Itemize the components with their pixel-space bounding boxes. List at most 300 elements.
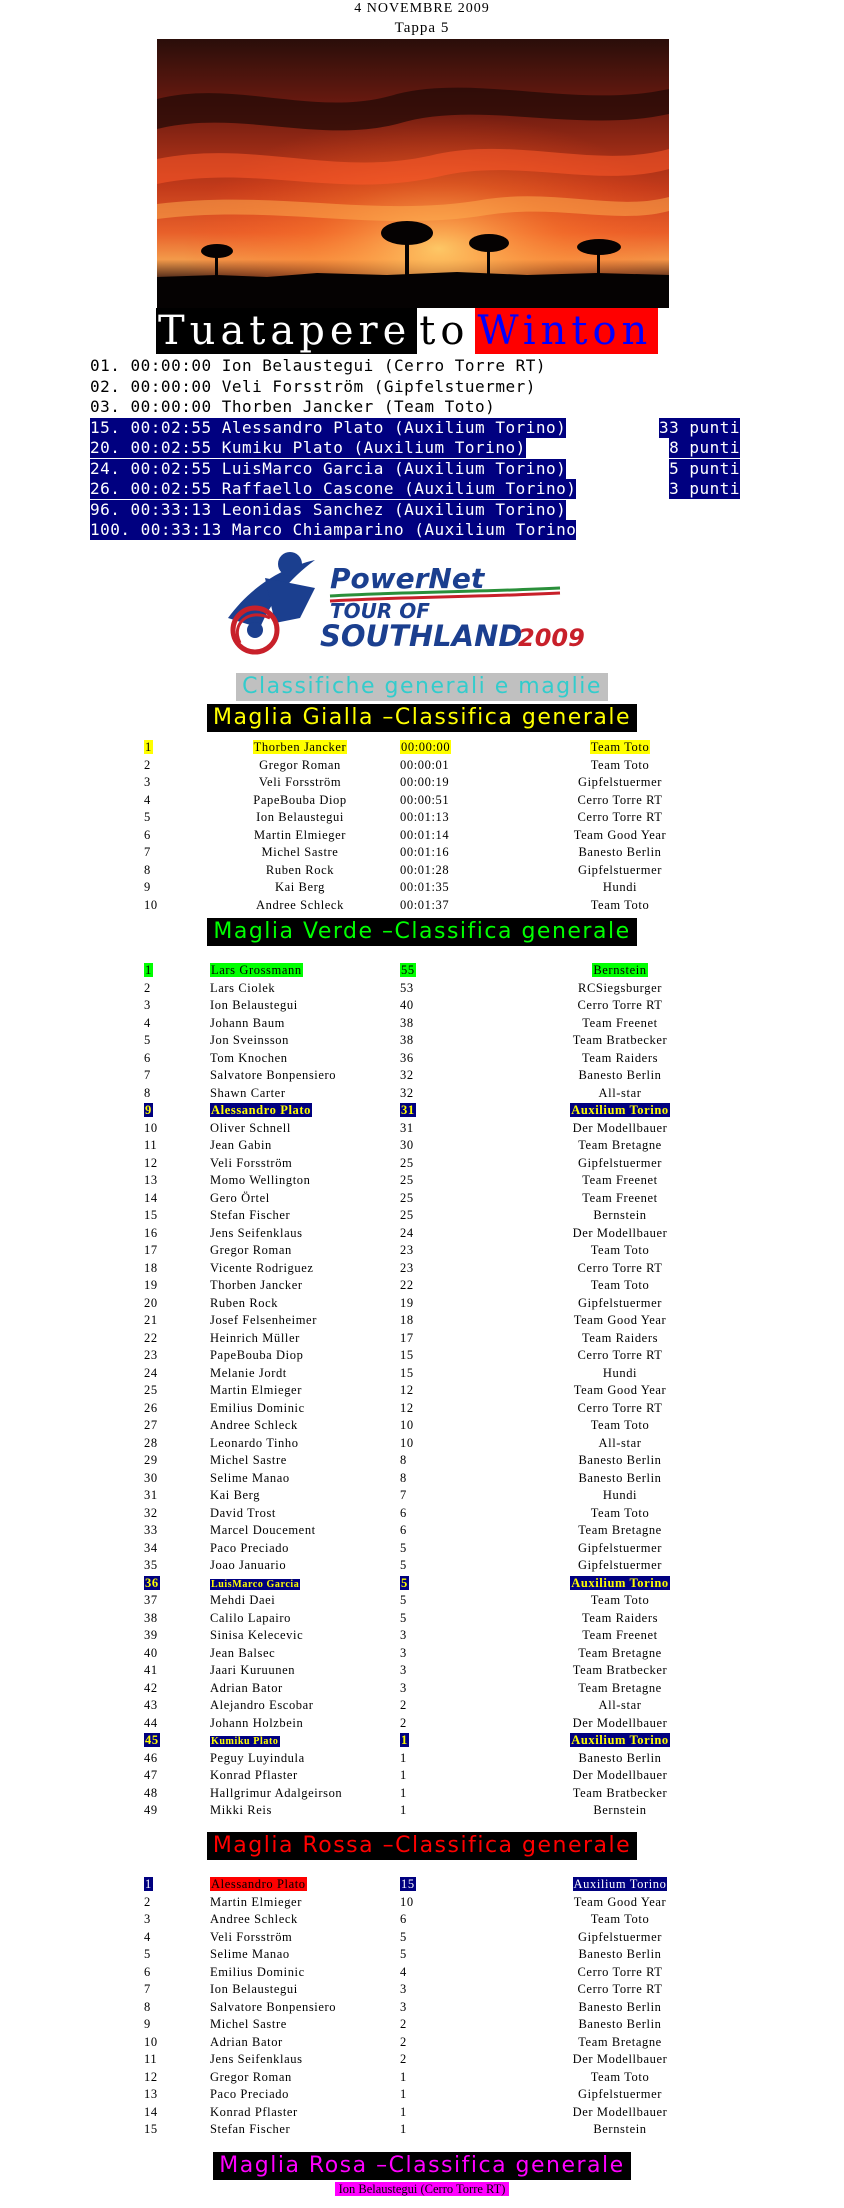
rider-name-cell-text: Jon Sveinsson (210, 1033, 289, 1047)
points-cell (400, 1155, 490, 1172)
rank-cell (144, 1470, 164, 1487)
points-cell-text: 8 (400, 1453, 407, 1467)
points-cell-text: 3 (400, 1999, 407, 2014)
points-cell-text: 25 (400, 1155, 414, 1170)
route-start: Tuatapere (156, 308, 417, 354)
logo-text-southland: SOUTHLAND (320, 619, 523, 653)
rank-cell (144, 1592, 164, 1609)
points-cell-text: 1 (400, 1768, 407, 1782)
stage-result-row (90, 377, 740, 398)
rank-cell (144, 1750, 164, 1767)
team-name-cell (540, 1225, 700, 1242)
rider-name-cell (210, 1050, 390, 1067)
points-cell (400, 1522, 490, 1539)
rider-name-cell (210, 1172, 390, 1189)
classifications-title (0, 673, 844, 701)
rank-cell-text: 29 (144, 1453, 158, 1467)
rank-cell-text: 25 (144, 1383, 158, 1397)
rank-cell-text: 27 (144, 1418, 158, 1432)
team-name-cell-text: Team Good Year (573, 1313, 667, 1327)
stage-result-points: 8 punti (669, 438, 740, 457)
rank-cell-text: 7 (144, 845, 151, 859)
rank-cell-text: 4 (144, 1929, 151, 1944)
time-cell (400, 757, 490, 774)
team-name-cell (540, 1876, 700, 1893)
points-cell (400, 1050, 490, 1067)
team-name-cell (540, 1347, 700, 1364)
time-cell-text: 00:00:00 (401, 740, 451, 754)
rider-name-cell (210, 2086, 390, 2103)
points-cell-text: 10 (400, 1435, 414, 1450)
rank-cell (144, 1225, 164, 1242)
team-name-cell (540, 2016, 700, 2033)
team-name-cell-text: Banesto Berlin (578, 1999, 662, 2014)
rider-name-cell (210, 1981, 390, 1998)
team-name-cell (540, 1067, 700, 1084)
rank-cell-text: 13 (144, 1173, 158, 1187)
points-cell-text: 15 (401, 1877, 415, 1891)
points-cell (400, 1032, 490, 1049)
team-name-cell-text: Bernstein (593, 1208, 647, 1222)
team-name-cell-text: Bernstein (593, 963, 647, 977)
gialla-title (0, 704, 844, 732)
team-name-cell-text: Auxilium Torino (571, 1103, 669, 1117)
team-name-cell-text: Gipfelstuermer (577, 1155, 663, 1170)
points-cell (400, 1767, 490, 1784)
team-name-cell-text: Team Toto (590, 897, 650, 912)
rider-name-cell (210, 827, 390, 844)
rider-name-cell (210, 1929, 390, 1946)
team-name-cell (540, 809, 700, 826)
points-cell (400, 2034, 490, 2051)
team-name-cell-text: Team Bretagne (578, 1523, 662, 1537)
rider-name-cell (210, 1435, 390, 1452)
points-cell-text: 15 (400, 1348, 414, 1362)
table-row (140, 1067, 700, 1085)
team-name-cell (540, 757, 700, 774)
points-cell-text: 32 (400, 1085, 414, 1100)
rider-name-cell-text: Gregor Roman (259, 757, 341, 772)
table-row (140, 2016, 700, 2034)
team-name-cell (540, 2121, 700, 2138)
rider-name-cell-text: Momo Wellington (210, 1173, 311, 1187)
rank-cell (144, 1242, 164, 1259)
stage-result-text: 100. 00:33:13 Marco Chiamparino (Auxilium Torino (90, 520, 577, 539)
team-name-cell-text: Banesto Berlin (578, 2017, 662, 2031)
time-cell (400, 792, 490, 809)
table-row (140, 1382, 700, 1400)
table-row (140, 1102, 700, 1120)
rank-cell-text: 9 (144, 880, 151, 894)
points-cell (400, 1964, 490, 1981)
team-name-cell-text: Banesto Berlin (578, 1068, 662, 1082)
points-cell (400, 1610, 490, 1627)
rank-cell (144, 1697, 164, 1714)
table-row (140, 1981, 700, 1999)
table-row (140, 1137, 700, 1155)
table-row (140, 1627, 700, 1645)
team-name-cell-text: Gipfelstuermer (577, 1558, 663, 1572)
team-name-cell (540, 1894, 700, 1911)
rank-cell (144, 980, 164, 997)
rank-cell-text: 3 (144, 1912, 151, 1926)
stage-result-points: 3 punti (669, 479, 740, 498)
rider-name-cell-text: Lars Grossmann (211, 963, 302, 977)
table-row (140, 1207, 700, 1225)
stage-heading: Tappa 5 (394, 20, 450, 36)
rider-name-cell (210, 2104, 390, 2121)
rider-name-cell (210, 1295, 390, 1312)
points-cell-text: 3 (400, 1628, 407, 1642)
rider-name-cell (210, 1347, 390, 1364)
points-cell (400, 1067, 490, 1084)
team-name-cell (540, 1050, 700, 1067)
rider-name-cell-text: Konrad Pflaster (210, 1768, 298, 1782)
rank-cell (144, 1102, 164, 1119)
table-row (140, 1470, 700, 1488)
rider-name-cell (210, 1102, 390, 1119)
rank-cell-text: 8 (144, 1999, 151, 2014)
rider-name-cell (210, 792, 390, 809)
table-row (140, 1172, 700, 1190)
points-cell (400, 1452, 490, 1469)
team-name-cell-text: Team Toto (590, 740, 650, 754)
stage-result-text: 02. 00:00:00 Veli Forsström (Gipfelstuermer) (90, 376, 536, 396)
team-name-cell-text: Der Modellbauer (572, 2104, 668, 2119)
team-name-cell (540, 1417, 700, 1434)
table-row (140, 1295, 700, 1313)
points-cell (400, 1929, 490, 1946)
rank-cell-text: 33 (144, 1523, 158, 1537)
team-name-cell-text: Team Good Year (573, 827, 667, 842)
rider-name-cell-text: Andree Schleck (210, 1418, 298, 1432)
rank-cell (144, 1487, 164, 1504)
team-name-cell-text: Gipfelstuermer (577, 775, 663, 789)
rider-name-cell-text: Kumiku Plato (211, 1736, 279, 1747)
table-row (140, 1505, 700, 1523)
rank-cell-text: 1 (145, 1877, 152, 1891)
table-row (140, 792, 700, 810)
stage-result-row (90, 459, 740, 480)
rank-cell (144, 757, 164, 774)
points-cell-text: 5 (400, 1593, 407, 1607)
rank-cell (144, 1732, 164, 1749)
rank-cell (144, 844, 164, 861)
rank-cell (144, 1999, 164, 2016)
points-cell-text: 6 (400, 1912, 407, 1926)
points-cell-text: 7 (400, 1488, 407, 1502)
team-name-cell (540, 2069, 700, 2086)
rider-name-cell-text: Paco Preciado (210, 1540, 289, 1555)
team-name-cell (540, 1929, 700, 1946)
table-row (140, 2069, 700, 2087)
time-cell (400, 774, 490, 791)
team-name-cell-text: Gipfelstuermer (577, 1540, 663, 1555)
points-cell (400, 962, 490, 979)
team-name-cell-text: Team Bratbecker (572, 1663, 668, 1677)
rank-cell-text: 20 (144, 1295, 158, 1310)
team-name-cell (540, 1312, 700, 1329)
points-cell-text: 22 (400, 1278, 414, 1292)
rider-name-cell (210, 1575, 390, 1593)
team-name-cell-text: Gipfelstuermer (577, 2087, 663, 2101)
table-row (140, 2051, 700, 2069)
team-name-cell (540, 1750, 700, 1767)
team-name-cell (540, 1645, 700, 1662)
points-cell-text: 17 (400, 1330, 414, 1345)
rider-name-cell-text: Thorben Jancker (253, 740, 347, 754)
team-name-cell-text: Team Toto (590, 1593, 650, 1607)
rank-cell (144, 1137, 164, 1154)
classifications-title-text: Classifiche generali e maglie (236, 673, 608, 701)
points-cell (400, 1382, 490, 1399)
table-row (140, 1032, 700, 1050)
rider-name-cell-text: Calilo Lapairo (210, 1610, 291, 1625)
rider-name-cell (210, 1610, 390, 1627)
rank-cell (144, 1911, 164, 1928)
points-cell-text: 23 (400, 1243, 414, 1257)
rider-name-cell-text: Michel Sastre (210, 1453, 287, 1467)
points-cell-text: 25 (400, 1190, 414, 1205)
points-cell-text: 1 (400, 2122, 407, 2136)
points-cell (400, 1277, 490, 1294)
rank-cell-text: 24 (144, 1365, 158, 1380)
points-cell (400, 1400, 490, 1417)
rossa-title (0, 1832, 844, 1860)
team-name-cell (540, 1592, 700, 1609)
rider-name-cell-text: Leonardo Tinho (210, 1435, 299, 1450)
rider-name-cell-text: Jens Seifenklaus (210, 2052, 303, 2066)
table-row (140, 1330, 700, 1348)
time-cell (400, 827, 490, 844)
rank-cell-text: 3 (144, 998, 151, 1012)
rider-name-cell-text: Marcel Doucement (210, 1523, 316, 1537)
team-name-cell-text: Cerro Torre RT (577, 810, 663, 824)
points-cell-text: 19 (400, 1295, 414, 1310)
points-cell (400, 1802, 490, 1819)
points-cell-text: 2 (400, 2034, 407, 2049)
rosa-title-text: Maglia Rosa –Classifica generale (213, 2152, 630, 2180)
team-name-cell-text: Team Raiders (581, 1610, 659, 1625)
team-name-cell (540, 1190, 700, 1207)
rank-cell (144, 1964, 164, 1981)
team-name-cell (540, 1767, 700, 1784)
team-name-cell (540, 1680, 700, 1697)
rank-cell (144, 1382, 164, 1399)
team-name-cell-text: RCSiegsburger (578, 980, 662, 995)
verde-title (0, 918, 844, 946)
table-row (140, 827, 700, 845)
rossa-table (140, 1876, 700, 2139)
rank-cell (144, 1207, 164, 1224)
stage-route-banner (156, 308, 658, 354)
rider-name-cell-text: Emilius Dominic (210, 1400, 305, 1415)
rank-cell (144, 1575, 164, 1592)
points-cell (400, 1312, 490, 1329)
team-name-cell-text: Team Raiders (581, 1330, 659, 1345)
rider-name-cell (210, 997, 390, 1014)
rider-name-cell-text: Mehdi Daei (210, 1593, 276, 1607)
rank-cell-text: 4 (144, 792, 151, 807)
rank-cell-text: 14 (144, 1190, 158, 1205)
time-cell-text: 00:01:14 (400, 827, 450, 842)
rank-cell-text: 10 (144, 897, 158, 912)
rank-cell-text: 17 (144, 1243, 158, 1257)
rank-cell (144, 2034, 164, 2051)
team-name-cell-text: Cerro Torre RT (577, 998, 663, 1012)
points-cell (400, 1732, 490, 1749)
points-cell (400, 1715, 490, 1732)
verde-title-text: Maglia Verde –Classifica generale (207, 918, 636, 946)
points-cell-text: 25 (400, 1208, 414, 1222)
rider-name-cell (210, 1120, 390, 1137)
team-name-cell (540, 1330, 700, 1347)
points-cell (400, 1946, 490, 1963)
team-name-cell (540, 1785, 700, 1802)
rank-cell-text: 47 (144, 1768, 158, 1782)
table-row (140, 757, 700, 775)
rider-name-cell (210, 1417, 390, 1434)
points-cell-text: 3 (400, 1645, 407, 1660)
stage-result-points: 5 punti (669, 458, 740, 478)
rank-cell-text: 40 (144, 1645, 158, 1660)
rider-name-cell (210, 1627, 390, 1644)
team-name-cell-text: Team Good Year (573, 1383, 667, 1397)
rider-name-cell-text: Tom Knochen (210, 1050, 288, 1065)
team-name-cell-text: Team Raiders (581, 1050, 659, 1065)
team-name-cell (540, 1120, 700, 1137)
time-cell (400, 879, 490, 896)
time-cell-text: 00:00:51 (400, 792, 450, 807)
rank-cell (144, 1172, 164, 1189)
rank-cell-text: 9 (144, 2017, 151, 2031)
rider-name-cell (210, 2069, 390, 2086)
stage-result-row (90, 500, 740, 521)
table-row (140, 1876, 700, 1894)
table-row (140, 1312, 700, 1330)
team-name-cell (540, 1627, 700, 1644)
points-cell (400, 1015, 490, 1032)
team-name-cell (540, 774, 700, 791)
table-row (140, 2034, 700, 2052)
team-name-cell-text: Team Toto (590, 1278, 650, 1292)
rank-cell-text: 35 (144, 1558, 158, 1572)
team-name-cell (540, 1732, 700, 1749)
team-name-cell (540, 1085, 700, 1102)
time-cell-text: 00:01:37 (400, 897, 450, 912)
rider-name-cell-text: Jaari Kuruunen (210, 1663, 296, 1677)
rider-name-cell (210, 1365, 390, 1382)
points-cell (400, 2121, 490, 2138)
team-name-cell-text: Gipfelstuermer (577, 1295, 663, 1310)
team-name-cell-text: Hundi (602, 1488, 638, 1502)
table-row (140, 1015, 700, 1033)
rank-cell-text: 6 (144, 1964, 151, 1979)
points-cell (400, 1662, 490, 1679)
tour-of-southland-logo (220, 548, 590, 656)
points-cell (400, 1435, 490, 1452)
team-name-cell-text: Banesto Berlin (578, 1453, 662, 1467)
rank-cell-text: 11 (144, 2052, 158, 2066)
team-name-cell (540, 1999, 700, 2016)
table-row (140, 1645, 700, 1663)
rank-cell (144, 1260, 164, 1277)
points-cell-text: 5 (400, 1540, 407, 1555)
rider-name-cell (210, 1242, 390, 1259)
rank-cell (144, 1894, 164, 1911)
team-name-cell-text: Hundi (602, 880, 638, 894)
points-cell-text: 12 (400, 1383, 414, 1397)
sunset-photo (157, 39, 669, 308)
team-name-cell-text: Der Modellbauer (572, 1768, 668, 1782)
rank-cell-text: 46 (144, 1750, 158, 1765)
rider-name-cell (210, 1032, 390, 1049)
rank-cell-text: 6 (144, 827, 151, 842)
rider-name-cell (210, 774, 390, 791)
points-cell (400, 1207, 490, 1224)
gialla-title-text: Maglia Gialla –Classifica generale (207, 704, 637, 732)
points-cell (400, 1137, 490, 1154)
rider-name-cell-text: PapeBouba Diop (210, 1348, 304, 1362)
rider-name-cell (210, 862, 390, 879)
rider-name-cell (210, 1470, 390, 1487)
rider-name-cell-text: Jean Balsec (210, 1645, 276, 1660)
team-name-cell (540, 1260, 700, 1277)
team-name-cell (540, 1946, 700, 1963)
rider-name-cell (210, 1999, 390, 2016)
rank-cell-text: 30 (144, 1470, 158, 1485)
points-cell (400, 1260, 490, 1277)
sunset-photo-svg (157, 39, 669, 308)
verde-table (140, 962, 700, 1820)
team-name-cell (540, 879, 700, 896)
team-name-cell-text: Gipfelstuermer (577, 1929, 663, 1944)
rider-name-cell-text: Gero Örtel (210, 1190, 270, 1205)
rider-name-cell (210, 1207, 390, 1224)
points-cell (400, 1505, 490, 1522)
points-cell (400, 1592, 490, 1609)
rider-name-cell (210, 1277, 390, 1294)
logo-text-year: 2009 (518, 624, 585, 652)
points-cell-text: 25 (400, 1173, 414, 1187)
team-name-cell (540, 1295, 700, 1312)
rank-cell-text: 7 (144, 1982, 151, 1996)
rank-cell-text: 5 (144, 1947, 151, 1961)
team-name-cell (540, 1015, 700, 1032)
table-row (140, 980, 700, 998)
rank-cell-text: 26 (144, 1400, 158, 1415)
points-cell-text: 10 (400, 1894, 414, 1909)
team-name-cell-text: Banesto Berlin (578, 1470, 662, 1485)
points-cell-text: 1 (400, 1785, 407, 1800)
rank-cell (144, 1347, 164, 1364)
rider-name-cell-text: Stefan Fischer (210, 2122, 291, 2136)
rider-name-cell (210, 1964, 390, 1981)
table-row (140, 1610, 700, 1628)
table-row (140, 844, 700, 862)
table-row (140, 1662, 700, 1680)
rider-name-cell (210, 1680, 390, 1697)
rank-cell (144, 1312, 164, 1329)
rank-cell-text: 37 (144, 1593, 158, 1607)
team-name-cell-text: Cerro Torre RT (577, 792, 663, 807)
logo-text-tour-of: TOUR OF (330, 599, 430, 623)
team-name-cell-text: Team Good Year (573, 1894, 667, 1909)
points-cell (400, 1627, 490, 1644)
logo-text-powernet: PowerNet (330, 562, 485, 595)
rank-cell (144, 1190, 164, 1207)
table-row (140, 1557, 700, 1575)
